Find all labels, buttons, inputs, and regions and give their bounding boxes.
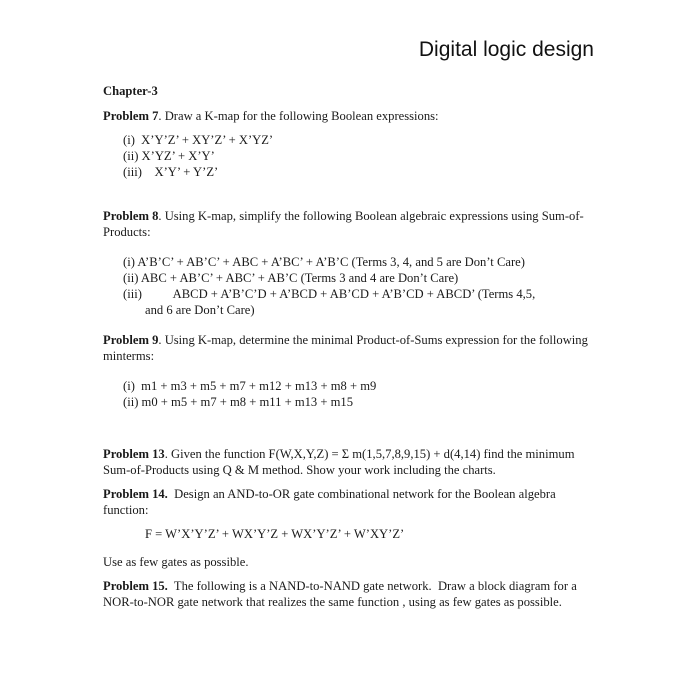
- problem-9-label: Problem 9: [103, 333, 159, 347]
- problem-8-label: Problem 8: [103, 209, 159, 223]
- problem-7-item: (i) X’Y’Z’ + XY’Z’ + X’YZ’: [123, 133, 274, 147]
- problem-7: [103, 108, 603, 124]
- problem-7-item: (iii) X’Y’ + Y’Z’: [123, 165, 219, 179]
- problem-15-text: The following is a NAND-to-NAND gate network. Draw a block diagram for a NOR-to-NOR gate network that realizes the same function , using as few gates as possible.: [103, 579, 580, 609]
- problem-9-text: . Using K-map, determine the minimal Product-of-Sums expression for the following minterms:: [103, 333, 588, 363]
- problem-13-label: Problem 13: [103, 447, 165, 461]
- problem-7-text: . Draw a K-map for the following Boolean expressions:: [158, 109, 439, 123]
- problem-8-item: (i) A’B’C’ + AB’C’ + ABC + A’BC’ + A’B’C (Terms 3, 4, and 5 are Don’t Care): [123, 255, 525, 269]
- problem-7-item: (ii) X’YZ’ + X’Y’: [123, 149, 215, 163]
- problem-9-item: (ii) m0 + m5 + m7 + m8 + m11 + m13 + m15: [123, 395, 354, 409]
- problem-9-item: (i) m1 + m3 + m5 + m7 + m12 + m13 + m8 + m9: [123, 379, 377, 393]
- problem-7-label: Problem 7: [103, 109, 159, 123]
- problem-9-list: [103, 378, 603, 410]
- problem-14-text: Design an AND-to-OR gate combinational network for the Boolean algebra function:: [103, 487, 559, 517]
- chapter-heading: Chapter-3: [103, 84, 158, 98]
- problem-14: [103, 486, 603, 518]
- document-content: [103, 83, 603, 610]
- problem-15-label: Problem 15.: [103, 579, 168, 593]
- problem-8: [103, 208, 603, 240]
- problem-9: [103, 332, 603, 364]
- problem-14-note: Use as few gates as possible.: [103, 555, 249, 569]
- problem-7-list: [103, 132, 603, 180]
- problem-8-item: and 6 are Don’t Care): [145, 303, 255, 317]
- problem-14-label: Problem 14.: [103, 487, 168, 501]
- problem-13-text: . Given the function F(W,X,Y,Z) = Σ m(1,5,7,8,9,15) + d(4,14) find the minimum Sum-of-Products using Q & M method. Show your work including the charts.: [103, 447, 575, 477]
- problem-8-text: . Using K-map, simplify the following Boolean algebraic expressions using Sum-of-Products:: [103, 209, 584, 239]
- problem-8-item: (iii) ABCD + A’B’C’D + A’BCD + AB’CD + A’B’CD + ABCD’ (Terms 4,5,: [123, 287, 536, 301]
- problem-14-formula: F = W’X’Y’Z’ + WX’Y’Z + WX’Y’Z’ + W’XY’Z’: [145, 527, 405, 541]
- problem-15: [103, 578, 603, 610]
- document-title: Digital logic design: [418, 38, 594, 61]
- problem-8-item: (ii) ABC + AB’C’ + ABC’ + AB’C (Terms 3 and 4 are Don’t Care): [123, 271, 459, 285]
- problem-8-list: [103, 254, 603, 318]
- problem-13: [103, 446, 603, 478]
